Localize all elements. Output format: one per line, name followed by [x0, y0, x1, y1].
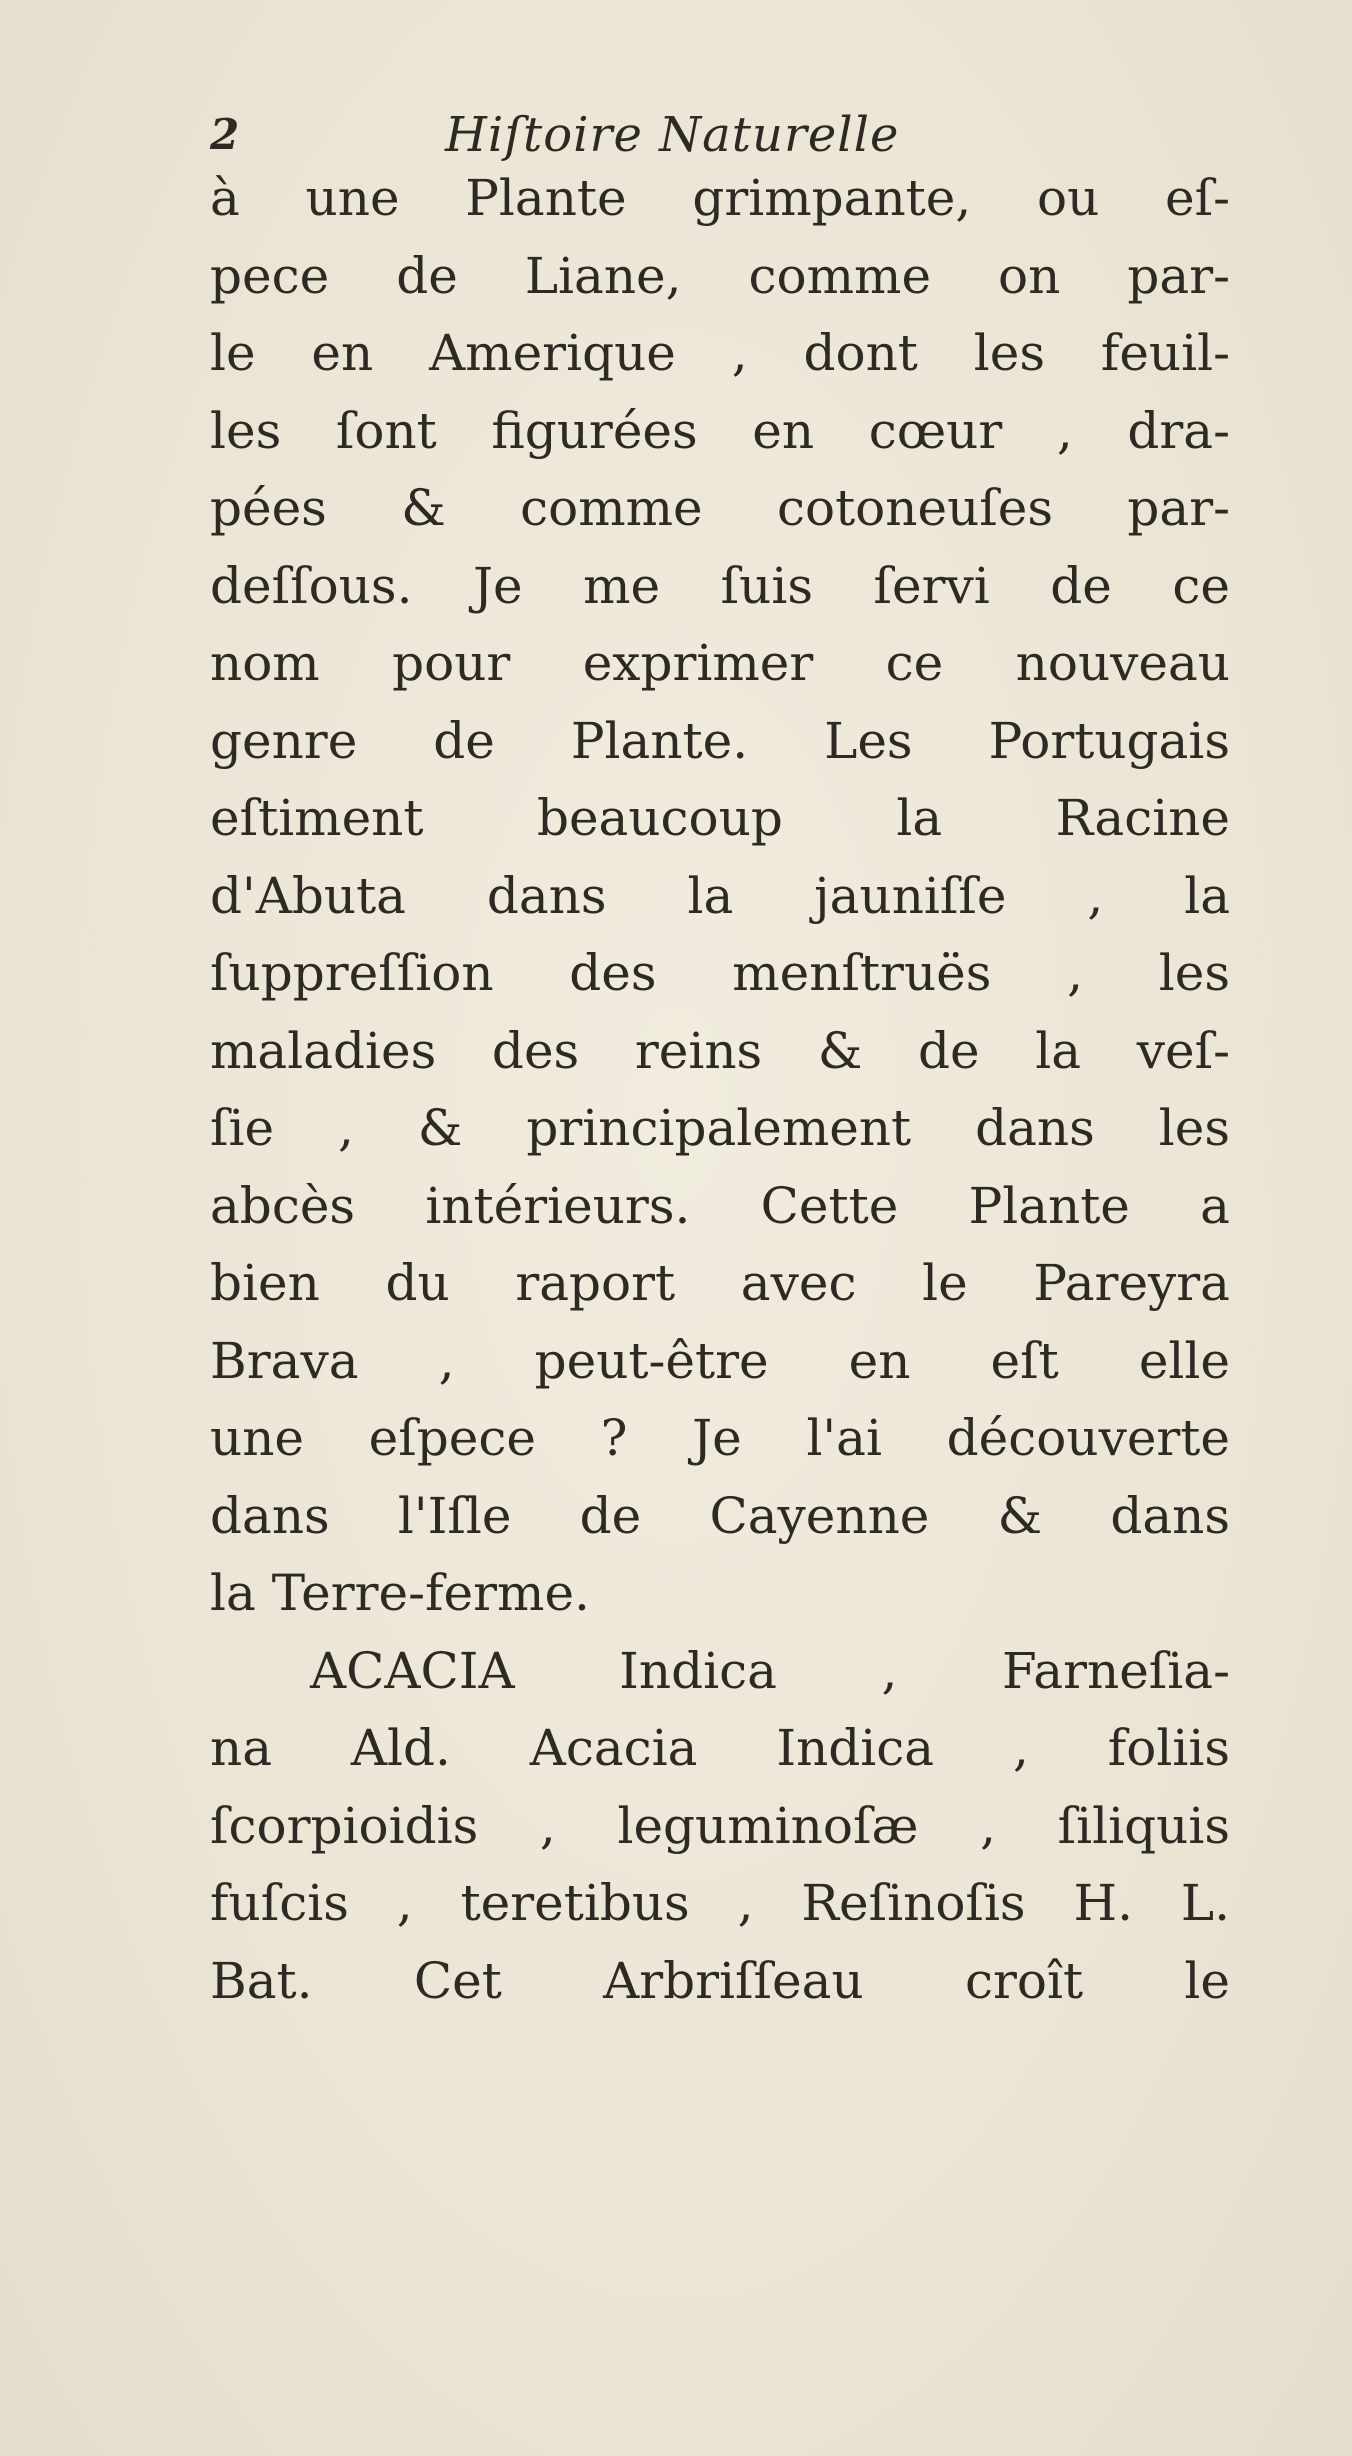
text-line: abcès intérieurs. Cette Plante a	[210, 1176, 1230, 1235]
text-line: fuſcis , teretibus , Reſinoſis H. L.	[210, 1874, 1230, 1932]
body-text	[210, 160, 1230, 2020]
text-line: na Ald. Acacia Indica , foliis	[210, 1719, 1230, 1777]
text-line: le en Amerique , dont les feuil-	[210, 324, 1230, 382]
text-line: genre de Plante. Les Portugais	[210, 711, 1230, 770]
page-number: 2	[210, 110, 240, 159]
text-line: ſie , & principalement dans les	[210, 1099, 1230, 1157]
text-line: maladies des reins & de la veſ-	[210, 1021, 1230, 1080]
running-title: Hiſtoire Naturelle	[445, 107, 900, 163]
text-line: eſtiment beaucoup la Racine	[210, 789, 1230, 847]
text-line: ACACIA Indica , Farneſia-	[310, 1641, 1230, 1700]
text-line: bien du raport avec le Pareyra	[210, 1254, 1230, 1312]
text-line: Bat. Cet Arbriſſeau croît le	[210, 1951, 1230, 2010]
text-line: d'Abuta dans la jauniſſe , la	[210, 866, 1230, 925]
text-line: pées & comme cotoneuſes par-	[210, 479, 1230, 537]
text-line: la Terre-ferme.	[210, 1564, 590, 1622]
text-line: ſcorpioidis , leguminoſæ , ſiliquis	[210, 1796, 1230, 1855]
text-line: une eſpece ? Je l'ai découverte	[210, 1409, 1230, 1467]
text-line: deſſous. Je me ſuis ſervi de ce	[210, 556, 1230, 615]
text-line: pece de Liane, comme on par-	[210, 246, 1230, 305]
text-line: dans l'Iſle de Cayenne & dans	[210, 1486, 1230, 1545]
text-line: ſuppreſſion des menſtruës , les	[210, 944, 1230, 1002]
text-line: Brava , peut-être en eſt elle	[210, 1331, 1230, 1390]
text-line: les ſont figurées en cœur , dra-	[210, 401, 1230, 460]
text-line: nom pour exprimer ce nouveau	[210, 634, 1230, 692]
text-line: à une Plante grimpante, ou eſ-	[210, 169, 1230, 227]
